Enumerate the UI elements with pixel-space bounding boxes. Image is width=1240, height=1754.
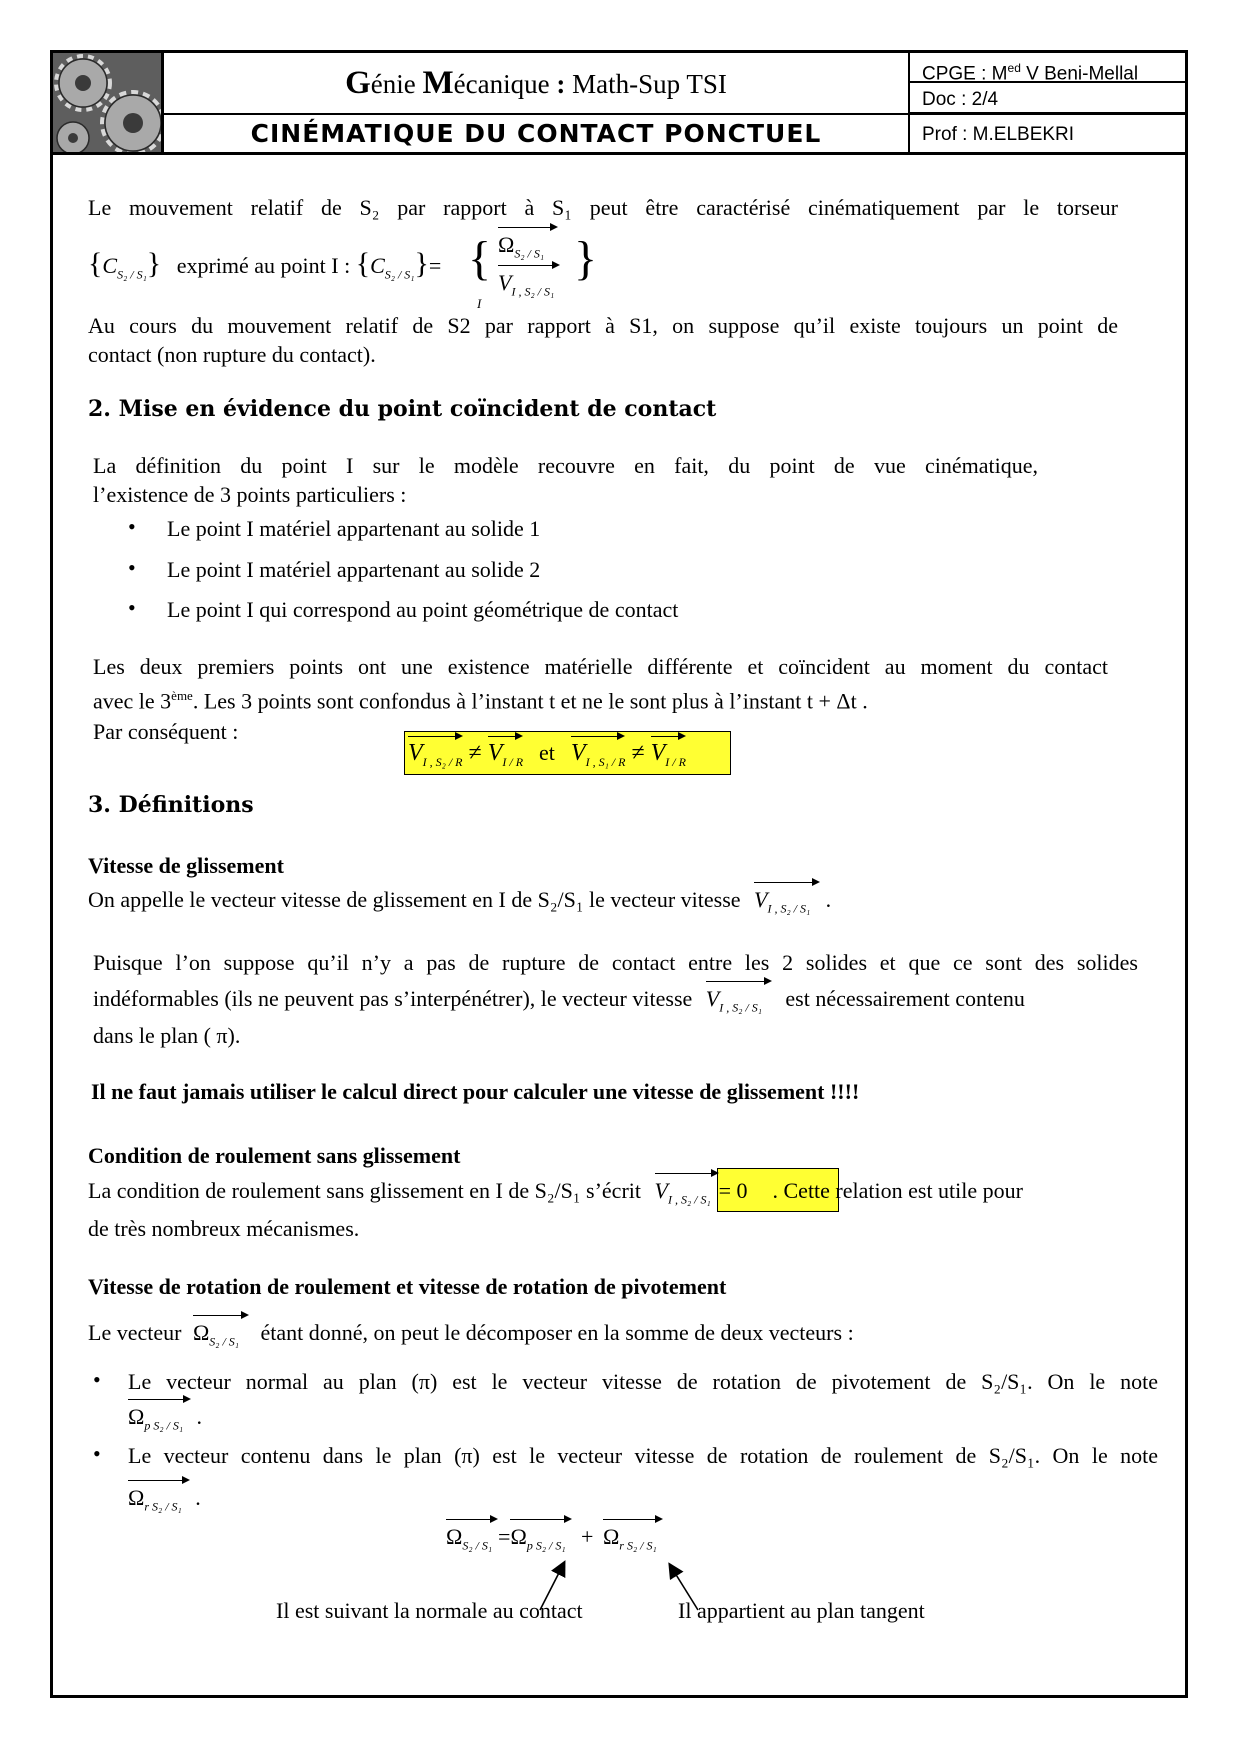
intro-para2-line2: contact (non rupture du contact). [88,342,376,367]
gears-icon [53,53,161,152]
school-sup: ed [1007,61,1021,75]
bullet-dot: • [93,1441,101,1466]
section3-para-line1: Puisque l’on suppose qu’il n’y a pas de rupture de contact entre les 2 solides et que ce sont des solides [93,950,1138,975]
header-school [910,53,1188,83]
bullet-dot: • [128,555,136,580]
section2-para2-line2 [93,681,868,715]
torsor-brace-left: { [468,232,492,285]
annotation-tangent: Il appartient au plan tangent [678,1598,925,1623]
title-initial-g: G [345,65,371,101]
sub1-text-body: On appelle le vecteur vitesse de glissement en I de S₂/S₁ le vecteur vitesse [88,887,741,912]
box-v2: V [487,740,503,766]
box-v4: V [650,740,666,766]
eq-omega-r: Ω [602,1524,620,1549]
omega-r: Ω [128,1485,145,1510]
box-neq-1: ≠ [468,740,482,766]
title-colon: : [556,69,566,99]
bullet-dot: • [128,595,136,620]
sub3-bullet1-notation: $\Omega_{p S_2 / S_1}$ . [128,1402,202,1440]
eq-plus: + [581,1524,594,1549]
box-sub1: I , S₂ / R [422,754,463,769]
header-prof: Prof : M.ELBEKRI [922,124,1075,145]
header-divider [50,152,1188,155]
box-v3: V [570,740,586,766]
sub1-dot: . [825,887,832,912]
section2-para-line2: l’existence de 3 points particuliers : [93,482,407,507]
torsor-omega: Ω [498,232,515,257]
warning-text: Il ne faut jamais utiliser le calcul direct pour calculer une vitesse de glissement !!!! [91,1079,860,1104]
section2-para-line1: La définition du point I sur le modèle recouvre en fait, du point de vue cinématique, [93,453,1038,478]
sub1-text [88,885,831,923]
intro-line1: Le mouvement relatif de S₂ par rapport à S₁ peut être caractérisé cinématiquement par le torseur [88,195,1118,220]
sub1-title: Vitesse de glissement [88,853,284,878]
box-sub4: I / R [665,754,686,769]
eq-omega-p-sub: p S₂ / S₁ [526,1538,566,1553]
torsor-sub: S₂ / S₁ [117,267,147,282]
section2-consequence: Par conséquent : [93,719,239,744]
school-prefix: CPGE : M [922,63,1008,85]
section2-heading: 2. Mise en évidence du point coïncident de contact [88,396,717,422]
para2-sup: ème [171,688,193,703]
sub2-line2: de très nombreux mécanismes. [88,1216,360,1241]
sub2-text-a: La condition de roulement sans glissement en I de S₂/S₁ s’écrit [88,1178,641,1203]
eq-omega-r-sub: r S₂ / S₁ [619,1538,657,1553]
sub3-bullet2: Le vecteur contenu dans le plan (π) est le vecteur vitesse de rotation de roulement de S₂/S₁. On le note [128,1443,1158,1468]
sub1-vsub: I , S₂ / S₁ [767,901,811,916]
title-part3: Math-Sup TSI [565,69,727,99]
intro-para2-line1: Au cours du mouvement relatif de S2 par rapport à S1, on suppose qu’il existe toujours un point de [88,313,1118,338]
torsor-v-row [498,268,560,306]
box-sub2: I / R [502,754,524,769]
para2-line2a: avec le 3 [93,688,172,714]
torsor-c: C [102,253,118,278]
sub3-title: Vitesse de rotation de roulement et vitesse de rotation de pivotement [88,1274,727,1299]
sub3-osub: S₂ / S₁ [209,1334,239,1349]
sub3-omega: Ω [192,1320,210,1345]
torsor-brace-right: } [574,232,598,285]
bullet-dot: • [128,514,136,539]
rsg-v: V [654,1178,668,1203]
intro-expr-text: exprimé au point I : [176,253,351,278]
para-v: V [705,986,720,1011]
section3-para-line2 [93,984,1025,1022]
header-doc: Doc : 2/4 [910,85,1188,115]
section3-para-line3: dans le plan ( π). [93,1023,241,1048]
omega-p-sub: p S₂ / S₁ [144,1418,184,1433]
sub3-text [88,1318,854,1356]
title-part2: écanique [453,69,557,99]
section2-bullet-2: Le point I matériel appartenant au solide 2 [167,557,541,582]
box-v1: V [408,740,423,766]
title-part1: énie [370,69,423,99]
header-subtitle: CINÉMATIQUE DU CONTACT PONCTUEL [164,115,910,152]
eq-equals: = [498,1524,511,1549]
school-suffix: V Beni-Mellal [1020,63,1139,85]
section2-bullet-1: Le point I matériel appartenant au solide 1 [167,516,541,541]
box-neq-2: ≠ [631,740,645,766]
sub3-text-b: étant donné, on peut le décomposer en la somme de deux vecteurs : [260,1320,854,1345]
sub2-text [88,1176,1023,1214]
para-vsub: I , S₂ / S₁ [719,1000,762,1015]
sub3-bullet2-notation: $\Omega_{r S_2 / S_1}$ . [128,1483,201,1521]
intro-torsor-label: $\{C_{S_2 / S_1}\}$ exprimé au point I : $\{C_{S_2 / S_1}\}=$ [88,247,442,282]
annotation-normal: Il est suivant la normale au contact [276,1598,583,1623]
inequality-formula [408,738,686,777]
torsor-v-sub: I , S₂ / S₁ [511,284,555,299]
para-line2a: indéformables (ils ne peuvent pas s’interpénétrer), le vecteur vitesse [93,986,693,1011]
torsor-omega-row [498,230,558,268]
torsor-v: V [498,270,512,295]
torsor-sub-2: S₂ / S₁ [384,267,415,282]
section3-heading: 3. Définitions [88,792,254,818]
para-line2b: est nécessairement contenu [785,986,1025,1011]
eq-omega-sub: S₂ / S₁ [462,1538,493,1553]
bullet-dot: • [93,1367,101,1392]
omega-p: Ω [128,1404,145,1429]
sub3-bullet1: Le vecteur normal au plan (π) est le vecteur vitesse de rotation de pivotement de S₂/S₁. On le note [128,1369,1158,1394]
omega-r-sub: r S₂ / S₁ [144,1499,182,1514]
eq-omega: Ω [446,1524,463,1549]
torsor-omega-sub: S₂ / S₁ [514,246,545,261]
box-sub3: I , S₁ / R [585,754,626,769]
section2-bullet-3: Le point I qui correspond au point géométrique de contact [167,597,679,622]
sub1-v: V [754,887,768,912]
gears-logo [53,53,164,152]
para2-line2b: . Les 3 points sont confondus à l’instant t et ne le sont plus à l’instant t + Δt . [192,688,868,714]
torsor-point: I [477,296,482,311]
header-title [164,53,910,115]
sub2-text-b: . Cette relation est utile pour [772,1178,1023,1203]
section2-para2-line1: Les deux premiers points ont une existence matérielle différente et coïncident au moment du contact [93,654,1108,679]
rsg-formula [655,1176,773,1214]
rsg-vsub: I , S₂ / S₁ [667,1192,711,1207]
sub2-title: Condition de roulement sans glissement [88,1143,461,1168]
sub3-text-a: Le vecteur [88,1320,182,1345]
title-initial-m: M [422,65,454,101]
rsg-eq: = 0 [718,1178,748,1203]
eq-omega-p: Ω [510,1524,527,1549]
torsor-c-2: C [370,253,385,278]
box-et: et [539,740,555,765]
